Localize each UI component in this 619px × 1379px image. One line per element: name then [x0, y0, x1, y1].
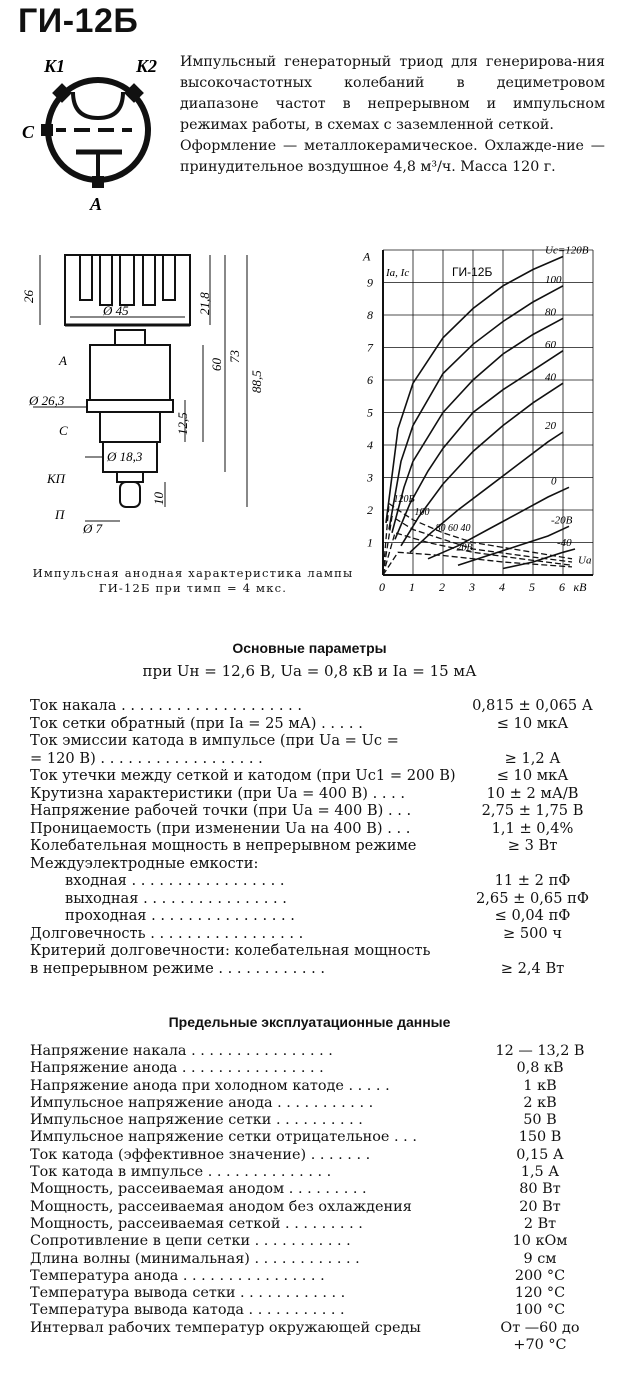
- table-row: [30, 1251, 605, 1268]
- row-label: входная . . . . . . . . . . . . . . . . .: [65, 872, 285, 889]
- page-title: ГИ-12Б: [18, 2, 139, 40]
- table-row: [30, 820, 605, 838]
- y-tick-label: 7: [367, 340, 373, 355]
- dim-d7: Ø 7: [83, 521, 103, 536]
- pin-label-c: C: [22, 122, 35, 142]
- grid-series-label: 120В: [393, 493, 415, 505]
- table-row: [30, 890, 605, 908]
- table-row: [30, 872, 605, 890]
- row-label: Критерий долговечности: колебательная мощность: [30, 942, 431, 959]
- dim-73: 73: [227, 350, 242, 363]
- row-label: Долговечность . . . . . . . . . . . . . . . . .: [30, 924, 304, 942]
- row-value: 0,8 кВ: [516, 1060, 564, 1077]
- x-axis-label: кВ: [573, 580, 587, 594]
- x-tick-label: 1: [409, 580, 415, 594]
- row-value: 80 Вт: [519, 1181, 561, 1198]
- row-label: Импульсное напряжение сетки . . . . . . . . . .: [30, 1112, 363, 1129]
- row-label: Напряжение анода . . . . . . . . . . . . . . . .: [30, 1060, 324, 1077]
- table-row: [30, 1060, 605, 1077]
- y-tick-label: 9: [367, 275, 373, 290]
- row-label: Длина волны (минимальная) . . . . . . . . . . . .: [30, 1250, 360, 1267]
- section1-title: Основные параметры: [232, 640, 387, 656]
- pinout-diagram: [18, 52, 178, 212]
- anode-series-label: 60: [545, 338, 556, 351]
- y-tick-label: 6: [367, 373, 373, 387]
- part-label-p: П: [55, 507, 65, 522]
- dim-12-5: 12,5: [175, 412, 190, 435]
- table-row: [30, 785, 605, 803]
- row-value: 10 кОм: [512, 1233, 568, 1250]
- row-value: 120 °С: [514, 1285, 566, 1302]
- drawing-caption: Импульсная анодная характеристика лампы ГИ-12Б при τимп = 4 мкс.: [32, 566, 354, 595]
- row-value: 150 В: [518, 1129, 562, 1146]
- intro-paragraph-1: Импульсный генераторный триод для генерирова-ния высокочастотных колебаний в дециметровом диапазоне частот в непрерывном и импульсном режимах работы, в схемах с заземленной сеткой.: [180, 54, 605, 133]
- row-value: ≤ 10 мкА: [496, 714, 569, 732]
- row-value: 1 кВ: [523, 1077, 557, 1094]
- row-label: Проницаемость (при изменении Uа на 400 В) . . .: [30, 819, 411, 837]
- table-row: [30, 1302, 605, 1319]
- row-label: Мощность, рассеиваемая анодом без охлаждения: [30, 1198, 412, 1215]
- anode-series-line: [410, 432, 563, 552]
- row-label: Ток катода в импульсе . . . . . . . . . . . . . .: [30, 1164, 332, 1181]
- x-tick-label: 0: [379, 580, 385, 594]
- table-row: [30, 837, 605, 855]
- y-tick-label: 8: [367, 308, 373, 322]
- intro-paragraph-2: Оформление — металлокерамическое. Охлажде-ние — принудительное воздушное 4,8 м³/ч. Масса 120 г.: [180, 138, 605, 175]
- table-row: [30, 1147, 605, 1164]
- row-value: От —60 до: [500, 1319, 580, 1336]
- row-value: 10 ± 2 мА/В: [486, 784, 579, 802]
- x-tick-label: 2: [439, 580, 445, 594]
- row-label: Ток эмиссии катода в импульсе (при Uа = Uс =: [30, 732, 399, 749]
- x-tick-label: 3: [469, 580, 475, 594]
- table-row: [30, 1285, 605, 1302]
- dim-d26-3: Ø 26,3: [29, 393, 65, 408]
- anode-characteristics-chart: [355, 240, 605, 600]
- row-value: 2 кВ: [523, 1094, 557, 1111]
- row-value: ≥ 3 Вт: [507, 837, 558, 854]
- row-value: ≥ 2,4 Вт: [500, 959, 565, 977]
- tube-drawing: [21, 235, 345, 560]
- grid-series-label: 20В: [456, 542, 473, 554]
- table-row: [30, 715, 605, 733]
- grid-series-label: 80 60 40: [435, 523, 471, 535]
- y-tick-label: 3: [367, 470, 373, 485]
- row-label: Междуэлектродные емкости:: [30, 854, 259, 872]
- table-row: [30, 1129, 605, 1146]
- chart-title: ГИ-12Б: [452, 265, 493, 279]
- row-label: Импульсное напряжение сетки отрицательное . . .: [30, 1129, 417, 1146]
- anode-series-line: [401, 383, 563, 546]
- grid-series-line: [383, 517, 572, 576]
- row-value: 0,15 А: [516, 1146, 564, 1163]
- dim-d45: Ø 45: [103, 303, 129, 318]
- row-label: Мощность, рассеиваемая сеткой . . . . . . . . .: [30, 1215, 363, 1232]
- row-value: 1,1 ± 0,4%: [491, 819, 574, 837]
- pin-label-k2: K2: [136, 56, 158, 76]
- row-value: 100 °С: [514, 1302, 566, 1319]
- table-row: [30, 732, 605, 750]
- table-row: [30, 697, 605, 715]
- row-value: 20 Вт: [519, 1198, 561, 1215]
- row-value: 2,75 ± 1,75 В: [481, 802, 584, 819]
- row-label: Колебательная мощность в непрерывном режиме: [30, 837, 417, 854]
- grid-series-line: [383, 552, 572, 575]
- row-label: Ток накала . . . . . . . . . . . . . . . . . . . .: [30, 697, 303, 714]
- y-tick-label: 5: [367, 405, 373, 420]
- table-row: [30, 1164, 605, 1181]
- anode-series-label: -40: [557, 537, 572, 549]
- anode-series-label: 40: [545, 371, 556, 384]
- part-label-kp: КП: [47, 471, 66, 486]
- x-tick-label: 5: [529, 580, 535, 594]
- table-row: [30, 1268, 605, 1285]
- table-row: [30, 1112, 605, 1129]
- row-value: 2,65 ± 0,65 пФ: [476, 889, 589, 907]
- grid-series-label: 100: [414, 506, 430, 518]
- dim-10: 10: [151, 492, 166, 505]
- row-label: Импульсное напряжение анода . . . . . . . . . . .: [30, 1094, 374, 1111]
- anode-series-label: 80: [545, 306, 556, 319]
- row-label: в непрерывном режиме . . . . . . . . . . . .: [30, 959, 326, 977]
- row-value: ≥ 500 ч: [502, 924, 562, 942]
- row-label: Ток сетки обратный (при Iа = 25 мА) . . . . .: [30, 714, 363, 732]
- ua-label: Ua: [578, 554, 592, 567]
- x-tick-label: 4: [499, 580, 505, 594]
- table-row: [30, 1181, 605, 1198]
- pin-label-k1: K1: [44, 56, 66, 76]
- table-row: [30, 1078, 605, 1095]
- anode-series-label: -20В: [551, 514, 573, 527]
- row-value: 1,5 А: [520, 1164, 560, 1181]
- row-label: Крутизна характеристики (при Uа = 400 В) . . . .: [30, 784, 406, 802]
- row-value: 9 см: [523, 1250, 557, 1267]
- table-row: [30, 802, 605, 820]
- y-tick-label: 4: [367, 438, 373, 452]
- anode-series-label: Uc=120В: [545, 244, 589, 257]
- row-label: Интервал рабочих температур окружающей среды: [30, 1319, 421, 1336]
- dim-26: 26: [21, 290, 36, 303]
- section1-subtitle: при Uн = 12,6 В, Uа = 0,8 кВ и Iа = 15 мА: [142, 662, 477, 680]
- anode-series-line: [503, 549, 575, 569]
- y-tick-label: 2: [367, 503, 373, 517]
- anode-series-label: 100: [545, 273, 562, 286]
- intro-text: [180, 52, 605, 178]
- table-row: [30, 1216, 605, 1233]
- row-label: Температура вывода сетки . . . . . . . . . . . .: [30, 1285, 346, 1302]
- row-label: Температура анода . . . . . . . . . . . . . . . .: [30, 1267, 325, 1284]
- row-value: ≥ 1,2 А: [504, 749, 561, 767]
- pin-label-a: A: [90, 194, 103, 214]
- part-label-a: A: [59, 353, 67, 368]
- table-row: [30, 1043, 605, 1060]
- y-axis-label: A: [363, 249, 371, 264]
- section2-title: Предельные эксплуатационные данные: [168, 1014, 451, 1030]
- anode-series-label: 20: [545, 420, 556, 432]
- row-value: 0,815 ± 0,065 А: [472, 697, 593, 714]
- row-label: Температура вывода катода . . . . . . . . . . .: [30, 1302, 345, 1319]
- main-parameters-table: [30, 697, 605, 977]
- row-label: Напряжение анода при холодном катоде . . . . .: [30, 1077, 390, 1094]
- limits-table: [30, 1043, 605, 1354]
- anode-series-line: [392, 318, 563, 533]
- table-row: [30, 1320, 605, 1337]
- table-row: [30, 1095, 605, 1112]
- row-value: 12 — 13,2 В: [495, 1043, 585, 1059]
- row-label: = 120 В) . . . . . . . . . . . . . . . . . .: [30, 749, 263, 767]
- row-value: 11 ± 2 пФ: [494, 872, 571, 889]
- anode-series-line: [386, 257, 563, 524]
- table-row: [30, 855, 605, 873]
- y-tick-label: 1: [367, 535, 373, 550]
- dim-21-8: 21,8: [197, 292, 212, 315]
- row-label: Напряжение рабочей точки (при Uа = 400 В) . . .: [30, 802, 412, 819]
- part-label-c: C: [59, 423, 68, 438]
- row-label: Ток утечки между сеткой и катодом (при Uс1 = 200 В): [30, 767, 456, 784]
- row-value: +70 °С: [513, 1337, 567, 1354]
- row-label: Напряжение накала . . . . . . . . . . . . . . . .: [30, 1043, 333, 1059]
- table-row: [30, 750, 605, 768]
- table-row: [30, 925, 605, 943]
- table-row: [30, 942, 605, 960]
- dim-d18-3: Ø 18,3: [107, 449, 143, 464]
- row-label: Сопротивление в цепи сетки . . . . . . . . . . .: [30, 1233, 351, 1250]
- row-label: Мощность, рассеиваемая анодом . . . . . . . . .: [30, 1181, 367, 1198]
- table-row: [30, 1337, 605, 1354]
- dim-88-5: 88,5: [249, 370, 264, 393]
- row-value: ≤ 0,04 пФ: [494, 907, 571, 924]
- anode-series-label: 0: [551, 475, 557, 488]
- row-value: 50 В: [523, 1112, 557, 1129]
- chart-legend-label: Ia, Ic: [386, 267, 410, 279]
- table-row: [30, 907, 605, 925]
- row-value: 200 °С: [514, 1267, 566, 1284]
- table-row: [30, 1199, 605, 1216]
- row-label: проходная . . . . . . . . . . . . . . . .: [65, 907, 295, 924]
- row-label: Ток катода (эффективное значение) . . . . . . .: [30, 1146, 371, 1163]
- x-tick-label: 6: [559, 580, 565, 594]
- row-value: 2 Вт: [523, 1215, 557, 1232]
- table-row: [30, 767, 605, 785]
- row-label: выходная . . . . . . . . . . . . . . . .: [65, 889, 287, 907]
- row-value: ≤ 10 мкА: [496, 767, 569, 784]
- table-row: [30, 960, 605, 978]
- dim-60: 60: [209, 358, 224, 371]
- table-row: [30, 1233, 605, 1250]
